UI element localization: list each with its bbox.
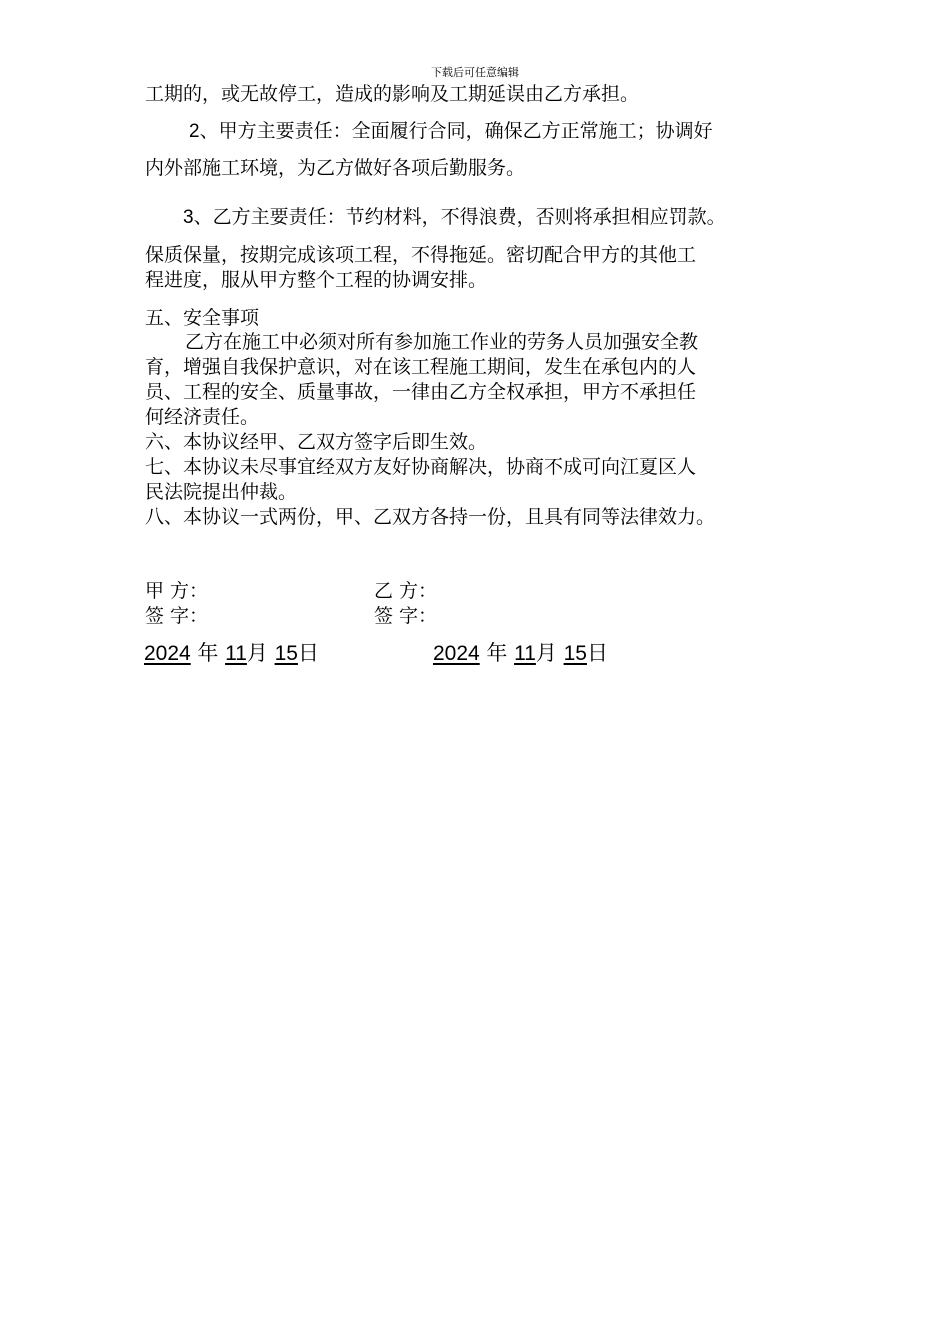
- date-day: 15: [563, 642, 587, 665]
- clause-7-line: 民法院提出仲裁。: [145, 481, 298, 503]
- clause-8-line: 八、本协议一式两份，甲、乙双方各持一份，且具有同等法律效力。: [145, 506, 716, 528]
- clause-3-text: 、乙方主要责任：节约材料，不得浪费，否则将承担相应罚款。: [193, 206, 726, 228]
- clause-7-line: 七、本协议未尽事宜经双方友好协商解决，协商不成可向江夏区人: [145, 456, 697, 478]
- clause-6-line: 六、本协议经甲、乙双方签字后即生效。: [145, 431, 488, 453]
- safety-text-line: 乙方在施工中必须对所有参加施工作业的劳务人员加强安全教: [185, 331, 699, 353]
- clause-text-line: 内外部施工环境，为乙方做好各项后勤服务。: [145, 157, 526, 179]
- clause-3-number: 3: [183, 207, 194, 228]
- safety-text-line: 何经济责任。: [145, 406, 260, 428]
- date-day: 15: [274, 642, 298, 665]
- date-month-unit: 月: [535, 641, 557, 665]
- date-year-unit: 年: [197, 641, 219, 665]
- party-a-label: 甲 方：: [145, 580, 209, 602]
- date-year-unit: 年: [486, 641, 508, 665]
- date-day-unit: 日: [297, 641, 319, 665]
- clause-2-number: 2: [189, 121, 200, 142]
- clause-text-line: 程进度，服从甲方整个工程的协调安排。: [145, 269, 488, 291]
- date-year: 2024: [433, 642, 480, 665]
- clause-2-line: [189, 119, 713, 144]
- party-a-signature-label: 签 字：: [145, 605, 209, 627]
- safety-text-line: 育，增强自我保护意识，对在该工程施工期间，发生在承包内的人: [145, 356, 697, 378]
- party-a-date: [144, 640, 319, 667]
- watermark-header: 下载后可任意编辑: [431, 66, 519, 79]
- date-month: 11: [225, 642, 247, 665]
- clause-3-line: [183, 205, 726, 230]
- section-heading-safety: 五、安全事项: [145, 307, 260, 329]
- safety-text-line: 员、工程的安全、质量事故，一律由乙方全权承担，甲方不承担任: [145, 381, 697, 403]
- date-month-unit: 月: [246, 641, 268, 665]
- clause-2-text: 、甲方主要责任：全面履行合同，确保乙方正常施工；协调好: [199, 120, 713, 142]
- date-day-unit: 日: [586, 641, 608, 665]
- date-month: 11: [514, 642, 536, 665]
- clause-text-line: 工期的，或无故停工，造成的影响及工期延误由乙方承担。: [145, 83, 640, 105]
- party-b-date: [433, 640, 608, 667]
- party-b-signature-label: 签 字：: [374, 605, 438, 627]
- party-b-label: 乙 方：: [374, 580, 438, 602]
- date-year: 2024: [144, 642, 191, 665]
- clause-text-line: 保质保量，按期完成该项工程，不得拖延。密切配合甲方的其他工: [145, 244, 697, 266]
